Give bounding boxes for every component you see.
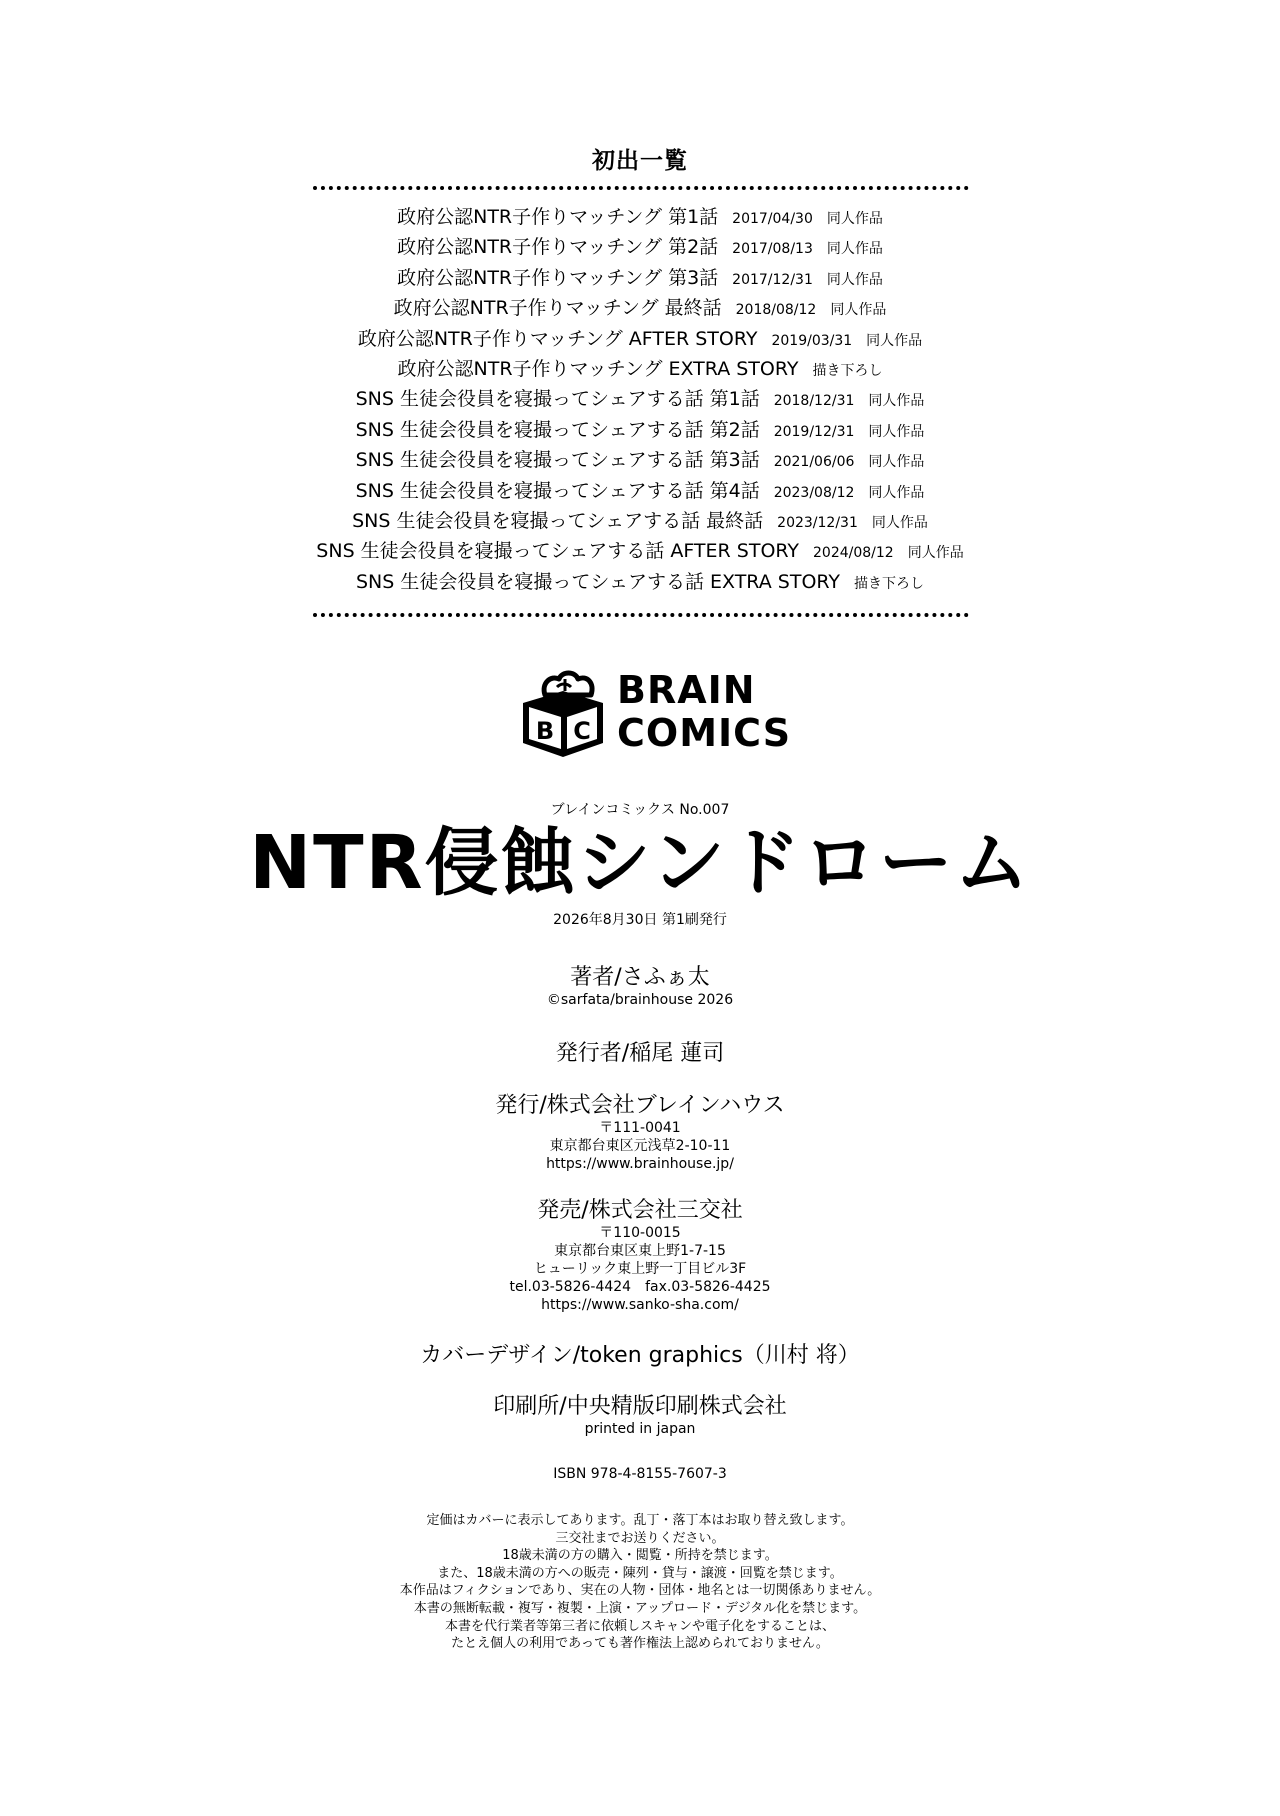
- seller-url: https://www.sanko-sha.com/: [541, 1297, 739, 1313]
- list-item: [0, 324, 1280, 354]
- list-item: [0, 567, 1280, 597]
- dotted-divider-bottom: [313, 613, 969, 617]
- logo-mark-c: C: [573, 717, 591, 745]
- work-title: 政府公認NTR子作りマッチング 最終話: [393, 297, 722, 320]
- notice-line: 18歳未満の方の購入・閲覧・所持を禁じます。: [502, 1548, 778, 1564]
- work-title: SNS 生徒会役員を寝撮ってシェアする話 EXTRA STORY: [355, 570, 840, 593]
- publisher-person: 発行者/稲尾 蓮司: [555, 1041, 725, 1066]
- seller-name: 発売/株式会社三交社: [537, 1198, 743, 1223]
- work-note: 同人作品: [826, 241, 883, 258]
- work-note: 同人作品: [871, 514, 928, 531]
- work-date: 2017/04/30: [732, 211, 813, 227]
- issue-date: 2026年8月30日 第1刷発行: [553, 912, 727, 928]
- publisher-url: https://www.brainhouse.jp/: [546, 1156, 734, 1172]
- printer-block: [0, 1389, 1280, 1438]
- printed-in: printed in japan: [584, 1421, 696, 1437]
- work-note: 同人作品: [868, 423, 925, 440]
- work-date: 2024/08/12: [813, 545, 894, 562]
- list-item: [0, 476, 1280, 506]
- work-title: 政府公認NTR子作りマッチング 第3話: [397, 266, 719, 289]
- legal-notices: [0, 1512, 1280, 1653]
- notice-line: 定価はカバーに表示してあります。乱丁・落丁本はお取り替え致します。: [426, 1513, 854, 1528]
- work-note: 描き下ろし: [854, 575, 924, 592]
- brain-comics-logo: [515, 665, 792, 760]
- work-note: 同人作品: [868, 393, 925, 410]
- work-date: 2018/08/12: [735, 302, 817, 319]
- notice-line: また、18歳未満の方への販売・陳列・貸与・譲渡・回覧を禁じます。: [437, 1565, 843, 1581]
- work-title: SNS 生徒会役員を寝撮ってシェアする話 第3話: [355, 449, 760, 472]
- work-title: SNS 生徒会役員を寝撮ってシェアする話 第4話: [355, 479, 760, 502]
- seller-block: [0, 1193, 1280, 1314]
- work-date: 2023/08/12: [773, 484, 855, 501]
- copyright-line: ©sarfata/brainhouse 2026: [546, 992, 734, 1008]
- work-title: SNS 生徒会役員を寝撮ってシェアする話 第2話: [355, 418, 760, 441]
- work-title: SNS 生徒会役員を寝撮ってシェアする話 第1話: [355, 388, 760, 411]
- series-number: ブレインコミックス No.007: [550, 802, 730, 818]
- seller-tel-fax: tel.03-5826-4424 fax.03-5826-4425: [509, 1279, 771, 1295]
- publisher-name: 発行/株式会社ブレインハウス: [495, 1093, 785, 1118]
- list-item: [0, 263, 1280, 293]
- logo-line-brain: BRAIN: [617, 668, 756, 712]
- work-note: 同人作品: [868, 484, 925, 501]
- work-note: 同人作品: [830, 302, 887, 319]
- work-title: 政府公認NTR子作りマッチング 第1話: [397, 206, 719, 228]
- logo-wordmark: [617, 669, 791, 755]
- work-note: 同人作品: [868, 454, 925, 471]
- work-note: 同人作品: [907, 545, 964, 562]
- notice-line: 本書を代行業者等第三者に依頼しスキャンや電子化をすることは、: [444, 1618, 835, 1634]
- work-title: 政府公認NTR子作りマッチング AFTER STORY: [357, 327, 758, 350]
- notice-line: 三交社までお送りください。: [555, 1530, 725, 1546]
- isbn: ISBN 978-4-8155-7607-3: [553, 1466, 727, 1482]
- list-item: [0, 445, 1280, 475]
- list-item: [0, 202, 1280, 232]
- work-date: 2019/03/31: [771, 332, 853, 349]
- work-note: 描き下ろし: [812, 362, 883, 379]
- list-item: [0, 232, 1280, 262]
- brain-book-icon: [515, 665, 610, 760]
- notice-line: 本作品はフィクションであり、実在の人物・団体・地名とは一切関係ありません。: [399, 1583, 881, 1599]
- seller-address-2: ヒューリック東上野一丁目ビル3F: [533, 1261, 747, 1277]
- list-item: [0, 384, 1280, 414]
- seller-postal: 〒110-0015: [599, 1225, 681, 1241]
- list-item: [0, 354, 1280, 384]
- work-title: 政府公認NTR子作りマッチング EXTRA STORY: [397, 357, 799, 380]
- list-item: [0, 536, 1280, 566]
- cover-design-credit: カバーデザイン/token graphics（川村 将）: [420, 1343, 860, 1368]
- work-title: SNS 生徒会役員を寝撮ってシェアする話 AFTER STORY: [316, 540, 799, 563]
- logo-line-comics: COMICS: [617, 711, 792, 755]
- work-date: 2023/12/31: [777, 514, 858, 531]
- publisher-address: 東京都台東区元浅草2-10-11: [549, 1138, 731, 1154]
- work-date: 2017/12/31: [732, 271, 813, 288]
- work-date: 2019/12/31: [773, 423, 855, 440]
- notice-line: 本書の無断転載・複写・複製・上演・アップロード・デジタル化を禁じます。: [413, 1600, 867, 1616]
- work-title: 政府公認NTR子作りマッチング 第2話: [397, 236, 719, 259]
- notice-line: たとえ個人の利用であっても著作権法上認められておりません。: [451, 1636, 829, 1652]
- list-item: [0, 293, 1280, 323]
- seller-address-1: 東京都台東区東上野1-7-15: [554, 1243, 726, 1259]
- work-date: 2021/06/06: [773, 454, 855, 471]
- work-note: 同人作品: [826, 211, 883, 227]
- publisher-block: [0, 1088, 1280, 1173]
- work-date: 2017/08/13: [732, 241, 813, 258]
- work-title: SNS 生徒会役員を寝撮ってシェアする話 最終話: [352, 509, 764, 532]
- list-item: [0, 415, 1280, 445]
- work-date: 2018/12/31: [773, 393, 855, 410]
- first-publication-heading: 初出一覧: [592, 148, 688, 174]
- author-credit: 著者/さふぁ太: [570, 965, 710, 990]
- publisher-postal: 〒111-0041: [599, 1120, 681, 1136]
- logo-mark-b: B: [535, 717, 555, 745]
- book-title: NTR侵蝕シンドローム: [249, 820, 1031, 906]
- dotted-divider-top: [313, 186, 969, 190]
- work-note: 同人作品: [866, 332, 923, 349]
- work-note: 同人作品: [826, 271, 883, 288]
- printer-name: 印刷所/中央精版印刷株式会社: [493, 1394, 787, 1419]
- list-item: [0, 506, 1280, 536]
- first-publication-list: [0, 202, 1280, 597]
